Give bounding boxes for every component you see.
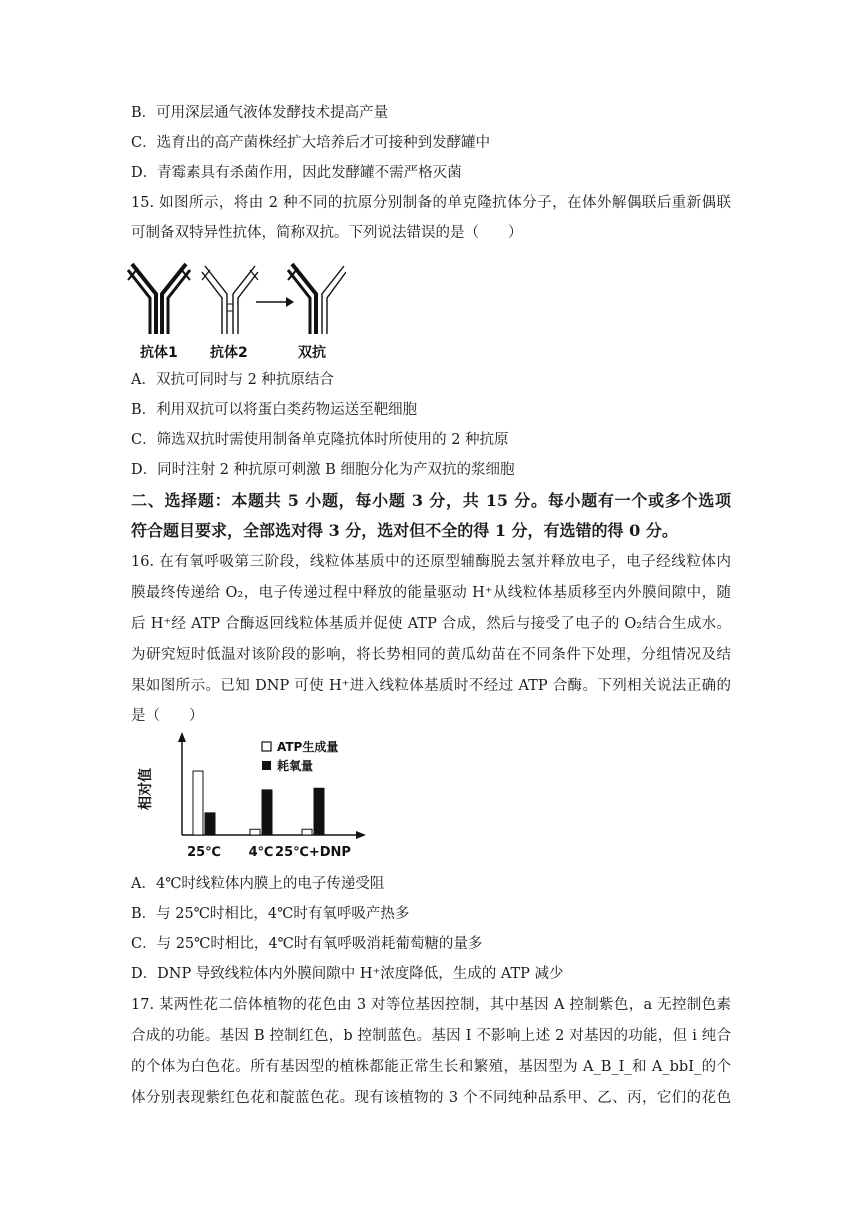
q16-stem-line4: 为研究短时低温对该阶段的影响，将长势相同的黄瓜幼苗在不同条件下处理，分组情况及结 xyxy=(131,647,731,663)
q16-stem-line6: 是（ ） xyxy=(131,708,204,724)
legend-label-atp: ATP生成量 xyxy=(277,740,339,754)
q15-option-a: A．双抗可同时与 2 种抗原结合 xyxy=(131,372,334,388)
q16-stem-line2: 膜最终传递给 O₂，电子传递过程中释放的能量驱动 H⁺从线粒体基质移至内外膜间隙中，随 xyxy=(131,585,731,601)
q15-option-b: B．利用双抗可以将蛋白类药物运送至靶细胞 xyxy=(131,402,418,418)
q16-option-d: D．DNP 导致线粒体内外膜间隙中 H⁺浓度降低，生成的 ATP 减少 xyxy=(131,966,564,982)
q16-bar-chart xyxy=(130,730,370,865)
bar-oxygen-25c-dnp xyxy=(314,788,324,835)
q17-stem-line4: 体分别表现紫红色花和靛蓝色花。现有该植物的 3 个不同纯种品系甲、乙、丙，它们的花色 xyxy=(131,1090,731,1106)
q15-option-d: D．同时注射 2 种抗原可刺激 B 细胞分化为产双抗的浆细胞 xyxy=(131,462,515,478)
chart-x-tick-labels xyxy=(187,845,351,860)
legend-swatch-oxygen xyxy=(262,761,271,770)
antibody-1-icon xyxy=(128,264,190,334)
y-axis xyxy=(178,732,186,835)
x-tick-4c: 4℃ xyxy=(248,845,274,860)
q16-option-c: C．与 25℃时相比，4℃时有氧呼吸消耗葡萄糖的量多 xyxy=(131,936,483,952)
q14-option-b: B．可用深层通气液体发酵技术提高产量 xyxy=(131,105,389,121)
antibody-2-icon xyxy=(202,266,258,334)
bar-oxygen-25c xyxy=(205,813,215,835)
q15-option-c: C．筛选双抗时需使用制备单克隆抗体时所使用的 2 种抗原 xyxy=(131,432,509,448)
arrow-right-icon xyxy=(256,297,294,307)
bispecific-antibody-icon xyxy=(288,264,346,334)
label-bispecific: 双抗 xyxy=(298,345,326,361)
bar-atp-25c xyxy=(193,771,203,835)
q14-option-c: C．选育出的高产菌株经扩大培养后才可接种到发酵罐中 xyxy=(131,135,491,151)
q15-stem-line2: 可制备双特异性抗体，简称双抗。下列说法错误的是（ ） xyxy=(131,225,523,241)
legend-swatch-atp xyxy=(262,742,271,751)
q15-stem-line1: 15. 如图所示，将由 2 种不同的抗原分别制备的单克隆抗体分子，在体外解偶联后重新偶联 xyxy=(131,195,731,211)
x-tick-25c: 25℃ xyxy=(187,845,221,860)
q16-stem-line5: 果如图所示。已知 DNP 可使 H⁺进入线粒体基质时不经过 ATP 合酶。下列相关说法正确的 xyxy=(131,678,731,694)
q14-option-d: D．青霉素具有杀菌作用，因此发酵罐不需严格灭菌 xyxy=(131,165,462,181)
bar-atp-25c-dnp xyxy=(302,829,312,835)
bar-atp-4c xyxy=(250,829,260,835)
section-2-heading-line1: 二、选择题：本题共 5 小题，每小题 3 分，共 15 分。每小题有一个或多个选项 xyxy=(131,491,731,510)
legend-label-oxygen: 耗氧量 xyxy=(277,759,314,773)
bar-oxygen-4c xyxy=(262,790,272,835)
q17-stem-line1: 17. 某两性花二倍体植物的花色由 3 对等位基因控制，其中基因 A 控制紫色，a 无控制色素 xyxy=(131,997,731,1013)
q16-option-a: A．4℃时线粒体内膜上的电子传递受阻 xyxy=(131,876,385,892)
x-tick-25c-dnp: 25℃+DNP xyxy=(275,845,351,860)
antibody-figure xyxy=(126,256,346,366)
y-axis-label: 相对值 xyxy=(138,768,154,810)
q17-stem-line2: 合成的功能。基因 B 控制红色，b 控制蓝色。基因 I 不影响上述 2 对基因的功能，但 i 纯合 xyxy=(131,1028,731,1044)
q16-stem-line3: 后 H⁺经 ATP 合酶返回线粒体基质并促使 ATP 合成，然后与接受了电子的 O₂结合生成水。 xyxy=(131,616,731,632)
q17-stem-line3: 的个体为白色花。所有基因型的植株都能正常生长和繁殖，基因型为 A_B_I_和 A_bbI_的个 xyxy=(131,1059,731,1075)
label-antibody-2: 抗体2 xyxy=(210,345,248,361)
section-2-heading-line2: 符合题目要求，全部选对得 3 分，选对但不全的得 1 分，有选错的得 0 分。 xyxy=(131,521,678,540)
legend xyxy=(262,739,338,773)
q16-option-b: B．与 25℃时相比，4℃时有氧呼吸产热多 xyxy=(131,906,410,922)
chart-bars xyxy=(193,771,324,835)
q16-stem-line1: 16. 在有氧呼吸第三阶段，线粒体基质中的还原型辅酶脱去氢并释放电子，电子经线粒体内 xyxy=(131,554,731,570)
label-antibody-1: 抗体1 xyxy=(140,345,178,361)
